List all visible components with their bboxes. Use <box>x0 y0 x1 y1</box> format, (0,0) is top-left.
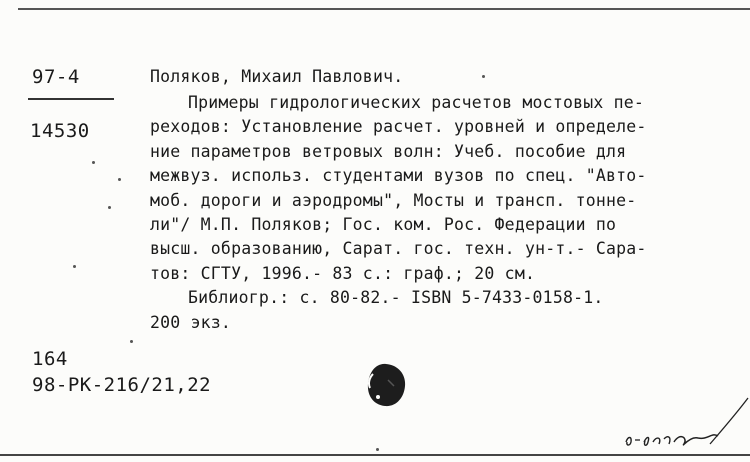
paper-speck <box>482 75 485 78</box>
description-line: моб. дороги и аэродромы", Мосты и трансп. тонне- <box>150 190 637 210</box>
author-heading: Поляков, Михаил Павлович. <box>150 67 404 86</box>
handwritten-signature <box>618 392 750 454</box>
index-code-bottom: 14530 <box>30 120 90 142</box>
description-line: тов: СГТУ, 1996.- 83 с.: граф.; 20 см. <box>150 263 536 283</box>
bottom-border <box>0 454 750 456</box>
description-line: ние параметров ветровых волн: Учеб. пособие для <box>150 141 627 161</box>
paper-speck <box>92 161 95 164</box>
description-line: высш. образованию, Сарат. гос. техн. ун-т.- Сара- <box>150 239 647 259</box>
paper-speck <box>130 340 133 343</box>
index-code-top: 97-4 <box>32 66 80 88</box>
description-line: ли"/ М.П. Поляков; Гос. ком. Рос. Федерации по <box>150 215 617 235</box>
shelf-code: 98-РК-216/21,22 <box>32 374 212 396</box>
top-border <box>18 8 750 10</box>
copies-line: 200 экз. <box>150 312 232 332</box>
description-line: Примеры гидрологических расчетов мостовых пе- <box>188 93 645 112</box>
paper-speck <box>108 206 111 209</box>
bibliography-line: Библиогр.: с. 80-82.- ISBN 5-7433-0158-1. <box>188 288 604 308</box>
paper-speck <box>73 265 76 268</box>
description-line: реходов: Установление расчет. уровней и определе- <box>150 117 647 137</box>
index-divider <box>28 98 114 100</box>
catalog-number: 164 <box>32 348 68 370</box>
paper-speck <box>118 178 121 181</box>
ink-stamp-blot <box>364 360 408 410</box>
description-line: межвуз. использ. студентами вузов по спец. "Авто- <box>150 166 647 186</box>
bibliographic-description <box>150 91 740 335</box>
paper-speck <box>376 448 379 451</box>
